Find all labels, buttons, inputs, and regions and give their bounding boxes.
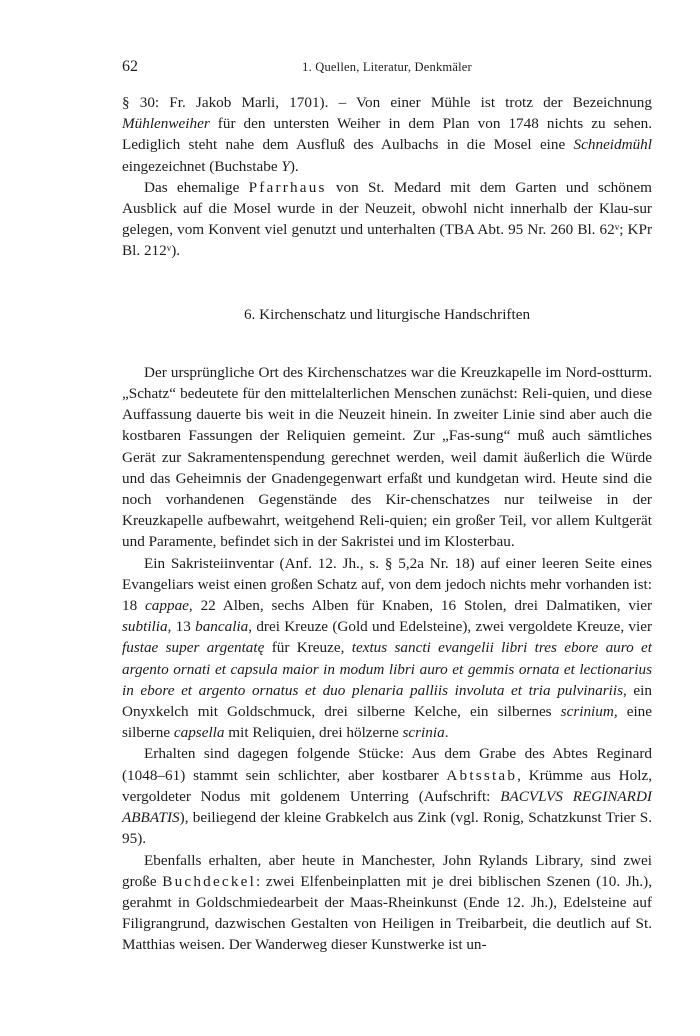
section-heading: 6. Kirchenschatz und liturgische Handschriften (243, 305, 531, 323)
spaced-term: Pfarrhaus (248, 178, 327, 196)
text-run: , eine silberne (122, 703, 652, 742)
paragraph-abtsstab (122, 743, 652, 849)
paragraph-muehle (122, 92, 652, 177)
text-run: . (444, 724, 449, 742)
paragraph-kirchenschatz: Der ursprüngliche Ort des Kirchenschatzes war die Kreuzkapelle im Nord-ostturm. „Schatz“ bedeutete für den mittelalterlichen Menschen zunächst: Reli-quien, und diese Auffassung dauerte bis weit in die Neuzeit hinein. In zweiter Linie sind aber auch die kostbaren Fassungen der Reliquien gemeint. Zur „Fas-sung“ muß auch sämtliches Gerät zur Sakramentenspendung gerechnet werden, weil damit äußerlich die Würde und das Geheimnis der Gnadengegenwart erfaßt und kundgetan wird. Heute sind die noch vorhandenen Gegenstände des Kir-chenschatzes nur teilweise in der Kreuzkapelle aufbewahrt, weitgehend Reli-quien; ein großer Teil, vor allem Kultgerät und Paramente, befindet sich in der Sakristei und im Klosterbau. (122, 363, 652, 551)
italic-term: scrinia (402, 724, 445, 742)
spaced-term: Buchdeckel (162, 872, 256, 890)
body-text (122, 92, 652, 956)
page-number: 62 (122, 58, 138, 75)
text-run: § 30: Fr. Jakob Marli, 1701). – Von einer Mühle ist trotz der Bezeichnung (122, 94, 652, 111)
page-header (122, 58, 652, 78)
italic-term: Mühlenweiher (122, 115, 210, 133)
paragraph-buchdeckel (122, 850, 652, 956)
italic-term: subtilia (122, 618, 168, 636)
italic-latin-quote: textus sancti evangelii libri tres ebore auro et argento ornati et capsula maior in modum libri auro et gemmis ornata et lectionarius in ebore et argento ornatus et duo plenaria palliis involuta et tria pulvinariis (122, 639, 652, 699)
text-run: Ebenfalls erhalten, aber heute in Manchester, John Rylands Library, sind zwei große (122, 851, 652, 890)
italic-term: Schneidmühl (573, 136, 652, 154)
paragraph-sakristeiinventar (122, 553, 652, 744)
text-run: für den untersten Weiher in dem Plan von 1748 nichts zu sehen. Lediglich steht nahe dem Ausfluß des Aulbachs in die Mosel eine (122, 115, 652, 154)
text-run: , 13 (167, 618, 196, 636)
italic-term: bancalia (195, 618, 249, 636)
text-run: , ein Onyxkelch mit Goldschmuck, drei silberne Kelche, ein silbernes (122, 681, 652, 721)
spaced-term: Abtsstab (446, 766, 518, 784)
italic-inscription: BACVLVS REGINARDI ABBATIS (122, 787, 652, 827)
text-run: mit Reliquien, drei hölzerne (224, 724, 403, 742)
text-run: ). (289, 157, 299, 175)
italic-term: cappae (145, 597, 189, 615)
running-head: 1. Quellen, Literatur, Denkmäler (302, 60, 472, 74)
text-run: , drei Kreuze (Gold und Edelsteine), zwei vergoldete Kreuze, vier (248, 618, 652, 636)
italic-term: scrinium (560, 703, 614, 721)
text-run: ), beiliegend der kleine Grabkelch aus Zink (vgl. Ronig, Schatzkunst Trier S. 95). (122, 809, 652, 848)
text-run: Erhalten sind dagegen folgende Stücke: Aus dem Grabe des Abtes Reginard (1048–61) stammt sein schlichter, aber kostbarer (122, 745, 652, 784)
text-run: eingezeichnet (Buchstabe (122, 157, 282, 175)
italic-term: fustae super argentatę (122, 639, 265, 657)
text-run: , 22 Alben, sechs Alben für Knaben, 16 Stolen, drei Dalmatiken, vier (188, 597, 652, 615)
text-run: von St. Medard mit dem Garten und schönem Ausblick auf die Mosel wurde in der Neuzeit, obwohl nicht innerhalb der Klau-sur gelegen, vom Konvent viel genutzt und unterhalten (TBA Abt. 95 Nr. 260 Bl. 62ᵛ; KPr Bl. 212ᵛ). (122, 178, 652, 260)
text-run: : zwei Elfenbeinplatten mit je drei biblischen Szenen (10. Jh.), gerahmt in Goldschmiedearbeit der Maas-Rheinkunst (Ende 12. Jh.), Edelsteine auf Filigrangrund, dazwischen Gestalten von Heiligen in Treibarbeit, die deutlich auf St. Matthias weisen. Der Wanderweg dieser Kunstwerke ist un- (122, 872, 652, 954)
italic-term: Y (281, 157, 290, 175)
paragraph-pfarrhaus (122, 177, 652, 262)
text-run: Das ehemalige (144, 178, 249, 196)
italic-term: capsella (173, 724, 225, 742)
text-run: Ein Sakristeiinventar (Anf. 12. Jh., s. § 5,2a Nr. 18) auf einer leeren Seite eines Evangeliars weist einen großen Schatz auf, von dem jedoch nichts mehr vorhanden ist: 18 (122, 554, 652, 615)
text-run: für Kreuze, (264, 639, 352, 657)
text-run: , Krümme aus Holz, vergoldeter Nodus mit goldenem Unterring (Aufschrift: (122, 766, 652, 805)
